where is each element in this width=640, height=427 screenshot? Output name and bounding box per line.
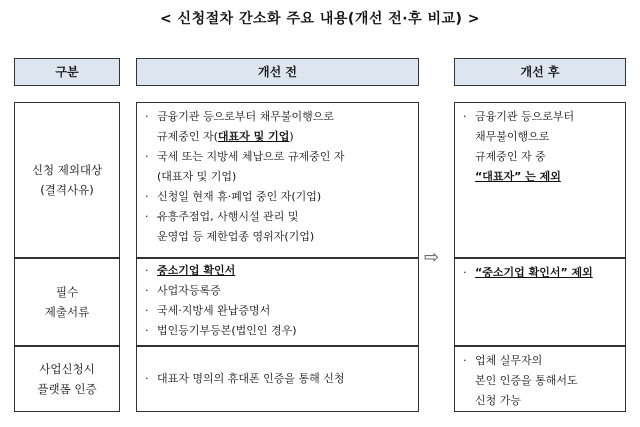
list-item [145, 369, 345, 389]
list-item [145, 187, 418, 207]
category-exclusion-line1: 신청 제외대상 [31, 163, 103, 177]
bullet-marker: · [463, 354, 467, 367]
emphasis-text: “중소기업 확인서” [475, 266, 568, 279]
list-item [145, 261, 418, 281]
bullet-text: 국세·지방세 완납증명서 [157, 304, 271, 317]
documents-after [454, 258, 626, 346]
bullet-marker: · [145, 264, 149, 277]
bullet-marker: · [145, 190, 149, 203]
bullet-text: 본인 인증을 통해서도 [475, 374, 578, 387]
bullet-text: 금융기관 등으로부터 [475, 110, 575, 123]
list-item [145, 207, 418, 247]
category-documents [14, 258, 120, 346]
bullet-text: 신청 가능 [475, 394, 522, 407]
bullet-text: 규제중인 자 중 [475, 150, 546, 163]
category-auth-line2: 플랫폼 인증 [37, 382, 97, 396]
bullet-text: 규제중인 자(대표자 및 기업) [157, 130, 294, 143]
category-exclusion [14, 102, 120, 258]
auth-before [136, 346, 419, 412]
list-item [145, 147, 418, 187]
category-exclusion-line2: (결격사유) [40, 183, 94, 197]
list-item [145, 321, 418, 341]
bullet-text: 대표자 명의의 휴대폰 인증을 통해 신청 [157, 372, 345, 385]
bullet-marker: · [145, 210, 149, 223]
bullet-marker: · [463, 110, 467, 123]
header-before: 개선 전 [136, 58, 419, 86]
exclusion-after [454, 102, 626, 258]
list-item [145, 301, 418, 321]
bullet-text: 채무불이행으로 [475, 130, 550, 143]
emphasis-text: “대표자” [475, 170, 522, 183]
list-item [463, 107, 625, 187]
auth-after [454, 346, 626, 412]
list-item [463, 351, 625, 411]
emphasis-text: 대표자 및 기업 [217, 130, 290, 143]
list-item [145, 281, 418, 301]
bullet-marker: · [145, 372, 149, 385]
page-title: < 신청절차 간소화 주요 내용(개선 전·후 비교) > [159, 11, 481, 27]
bullet-text: (대표자 및 기업) [157, 170, 237, 183]
bullet-marker: · [145, 284, 149, 297]
bullet-text: 국세 또는 지방세 체납으로 규제중인 자 [157, 150, 345, 163]
category-documents-line1: 필수 [55, 285, 79, 299]
header-category: 구분 [14, 58, 120, 86]
bullet-marker: · [145, 324, 149, 337]
bullet-text: 업체 실무자의 [475, 354, 543, 367]
list-item: · “중소기업 확인서” 제외 [463, 263, 625, 283]
bullet-marker: · [145, 110, 149, 123]
category-auth-line1: 사업신청시 [39, 362, 95, 376]
bullet-text: 금융기관 등으로부터 채무불이행으로 [157, 110, 335, 123]
bullet-marker: · [463, 266, 467, 279]
bullet-text: 중소기업 확인서 [157, 264, 236, 277]
category-auth [14, 346, 120, 412]
bullet-text: 사업자등록증 [157, 284, 221, 297]
bullet-text: 신청일 현재 휴·폐업 중인 자(기업) [157, 190, 322, 203]
bullet-marker: · [145, 304, 149, 317]
bullet-text: “대표자” 는 제외 [475, 170, 561, 183]
arrow-right-icon: ⇨ [424, 247, 440, 268]
header-after: 개선 후 [454, 58, 626, 86]
exclusion-before [136, 102, 419, 258]
documents-before [136, 258, 419, 346]
bullet-text: 운영업 등 제한업종 영위자(기업) [157, 230, 315, 243]
bullet-text: 유흥주점업, 사행시설 관리 및 [157, 210, 299, 223]
category-documents-line2: 제출서류 [44, 305, 90, 319]
bullet-text: 법인등기부등본(법인인 경우) [157, 324, 297, 337]
list-item [145, 107, 418, 147]
bullet-marker: · [145, 150, 149, 163]
